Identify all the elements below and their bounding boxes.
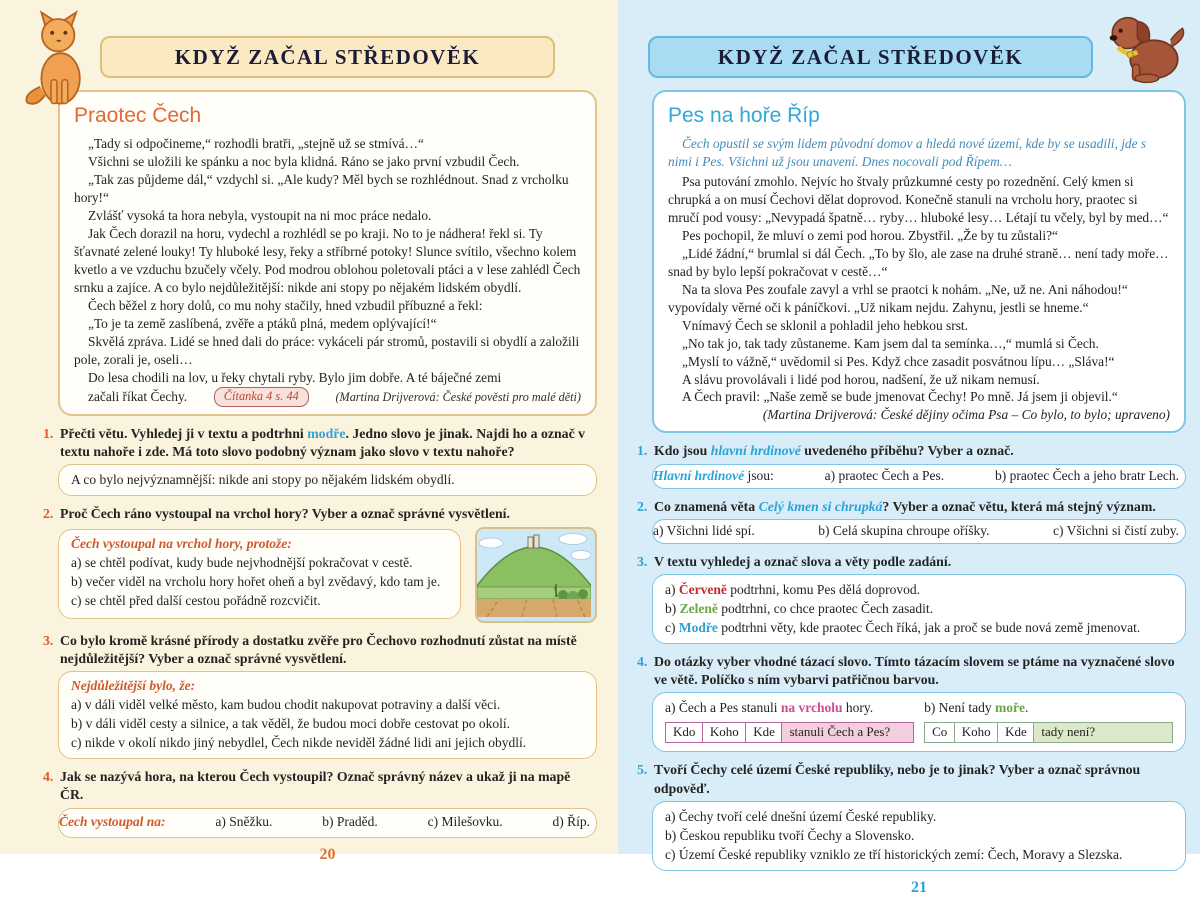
option-a[interactable]: a) praotec Čech a Pes. (824, 467, 945, 483)
answer-box-q3 (58, 671, 597, 759)
task-c (665, 620, 1173, 636)
story-paragraph: „No tak jo, tak tady zůstaneme. Kam jsem dal ta semínka…,“ mumlá si Čech. (682, 335, 1099, 351)
cat-icon (20, 10, 94, 106)
chapter-banner-right (648, 36, 1093, 78)
color-word-blue: Modře (678, 619, 718, 635)
story-card-right (652, 90, 1186, 433)
word-cell[interactable]: Kde (745, 722, 783, 743)
option-rest: podtrhni věty, kde praotec Čech říká, jak a proč se bude nová země jmenovat. (717, 619, 1141, 635)
highlighted-word-blue: modře (307, 426, 346, 442)
option-rest: podtrhni, komu Pes dělá doprovod. (726, 581, 920, 597)
story-paragraph: Jak Čech dorazil na horu, vydechl a rozhlédl se po kraji. No to je nádhera! řekl si. Ty šťavnaté zelené louky! Ty hluboké lesy, řeky a stříbrné potoky! Slunce svítilo, všechno kolem kvetlo a ve vzduchu bzučely včely. Pod modrou oblohou poletovali ptáci a v lese zahlédl Čech srnku a zajíce. A co bylo nejdůležitější: nikde ani stopy po nějakém lidském obydlí. (74, 225, 581, 295)
option-b[interactable]: b) praotec Čech a jeho bratr Lech. (994, 467, 1179, 483)
answer-box-q5 (652, 801, 1186, 871)
story-paragraph: „Tady si odpočineme,“ rozhodli bratři, „stejně už se stmívá…“ (88, 136, 424, 152)
hill-illustration (475, 527, 597, 623)
question-3-left (43, 632, 597, 668)
answer-box-title: Čech vystoupal na: (59, 813, 166, 829)
question-number: 1. (637, 443, 648, 459)
question-text: Do otázky vyber vhodné tázací slovo. Tímto tázacím slovem se ptáme na vyznačené slovo ve větě. Políčko s ním vybarvi patřičnou barvou. (654, 653, 1175, 688)
question-number: 5. (637, 762, 648, 778)
highlighted-phrase-blue: Hlavní hrdinové (653, 467, 745, 483)
question-text-part: uvedeného příběhu? Vyber a označ. (800, 443, 1014, 459)
option-prefix: a) (665, 581, 679, 597)
question-1-left (43, 425, 597, 461)
story-paragraph: Skvělá zpráva. Lidé se hned dali do práce: vykáceli pár stromů, postavili si obydlí a založili pole, zorali je, oseli… (74, 333, 580, 367)
option-prefix: c) (665, 619, 679, 635)
dog-icon (1104, 6, 1192, 84)
story-title: Pes na hoře Říp (668, 104, 820, 127)
story-paragraph: A Čech pravil: „Naše země se bude jmenovat Čechy! Po mně. Já jsem ji objevil.“ (682, 389, 1118, 405)
question-4-right (637, 653, 1186, 689)
option-a[interactable]: a) Čechy tvoří celé dnešní území České republiky. (665, 808, 937, 824)
option-c[interactable]: c) Území České republiky vzniklo ze tří historických zemí: Čech, Moravy a Slezska. (665, 846, 1123, 862)
highlighted-phrase-blue: Celý kmen si chrupká (758, 498, 883, 514)
sentence-b (924, 700, 1173, 716)
story-citation: (Martina Drijverová: České dějiny očima Psa – Co bylo, to bylo; upraveno) (762, 407, 1170, 423)
story-paragraph: A slávu provolávali i lidé pod horou, nadšení, že už nikam nemusí. (682, 371, 1040, 387)
question-text (654, 442, 1014, 460)
question-number: 2. (637, 498, 648, 514)
question-number: 3. (43, 632, 54, 648)
option-c[interactable]: c) Milešovku. (427, 813, 503, 829)
word-cell[interactable]: Koho (702, 722, 747, 743)
word-cell[interactable]: Kde (997, 722, 1035, 743)
story-card-left (58, 90, 597, 416)
option-c[interactable]: c) nikde v okolí nikdo jiný nebydlel, Čech nikde neviděl žádné lidi ani jejich obydlí. (71, 735, 527, 751)
question-2-left (43, 505, 597, 523)
question-number: 4. (637, 653, 648, 669)
option-prefix: b) (665, 600, 680, 616)
option-a[interactable]: a) se chtěl podívat, kudy bude nejvhodnější pokračovat v cestě. (71, 554, 413, 570)
question-text: Co bylo kromě krásné přírody a dostatku zvěře pro Čechovo rozhodnutí zůstat na místě nejdůležitější? Vyber a označ správné vysvětlení. (60, 632, 577, 666)
story-paragraph: Vnímavý Čech se sklonil a pohladil jeho hebkou srst. (682, 317, 968, 333)
question-cell: tady není? (1033, 722, 1173, 743)
hill-rip-icon (477, 529, 591, 617)
option-b[interactable]: b) Praděd. (322, 813, 378, 829)
chapter-title: KDYŽ ZAČAL STŘEDOVĚK (717, 45, 1024, 69)
story-citation: (Martina Drijverová: České pověsti pro malé děti) (335, 390, 581, 405)
answer-box-q4 (58, 808, 597, 838)
option-rest: podtrhni, co chce praotec Čech zasadit. (717, 600, 934, 616)
answer-box-title: Nejdůležitější bylo, že: (71, 678, 196, 694)
option-b[interactable]: b) Českou republiku tvoří Čechy a Slovensko. (665, 827, 915, 843)
question-2-content (58, 527, 597, 623)
question-text-part: ? Vyber a označ větu, která má stejný význam. (882, 498, 1156, 514)
question-text-part: Přečti větu. Vyhledej ji v textu a podtrhni (60, 426, 308, 442)
question-4-left (43, 768, 597, 804)
question-1-right (637, 442, 1186, 460)
q4-column-a (665, 699, 914, 743)
sentence-part: hory. (842, 700, 874, 716)
answer-box-title: Čech vystoupal na vrchol hory, protože: (71, 535, 292, 551)
story-paragraph: Čech běžel z hory dolů, co mu nohy stačily, hned vzbudil příbuzné a řekl: (88, 297, 483, 313)
chapter-banner-left (100, 36, 555, 78)
answer-box-q3 (652, 574, 1186, 644)
story-title: Praotec Čech (74, 104, 202, 127)
question-text (654, 498, 1156, 516)
page-number-left: 20 (319, 845, 336, 863)
page-number-right: 21 (911, 878, 927, 896)
option-b[interactable]: b) v dáli viděl cesty a silnice, a tak věděl, že budou moci dobře cestovat po okolí. (71, 716, 510, 732)
question-5-right (637, 761, 1186, 797)
dog-illustration (1104, 6, 1192, 89)
option-a[interactable]: a) Všichni lidé spí. (653, 522, 755, 538)
story-paragraph: Do lesa chodili na lov, u řeky chytali ryby. Bylo jim dobře. A té báječné zemi (88, 369, 502, 385)
option-a[interactable]: a) v dáli viděl velké město, kam budou chodit nakupovat potraviny a další věci. (71, 697, 501, 713)
story-intro: Čech opustil se svým lidem původní domov a hledá nové území, kde by se usadili, jde s nimi i Pes. Všichni už jsou unavení. Dnes nocovali pod Řípem… (668, 136, 1147, 170)
word-cell[interactable]: Co (924, 722, 955, 743)
option-a[interactable]: a) Sněžku. (215, 813, 273, 829)
question-text-part: Co znamená věta (654, 498, 759, 514)
task-b (665, 601, 1173, 617)
reader-reference-badge: Čítanka 4 s. 44 (214, 387, 309, 407)
question-text: Proč Čech ráno vystoupal na vrchol hory? Vyber a označ správné vysvětlení. (60, 506, 510, 522)
option-c[interactable]: c) se chtěl před další cestou pořádně rozcvičit. (71, 592, 321, 608)
story-paragraph: „To je ta země zaslíbená, zvěře a ptáků plná, medem oplývající!“ (88, 315, 437, 331)
cat-illustration (20, 10, 94, 111)
highlighted-word-pink: na vrcholu (780, 700, 843, 716)
question-text: V textu vyhledej a označ slova a věty podle zadání. (654, 553, 952, 569)
answer-box-q1 (58, 464, 597, 496)
question-text: Jak se nazývá hora, na kterou Čech vystoupil? Označ správný název a ukaž ji na mapě ČR. (60, 769, 571, 803)
option-d[interactable]: d) Říp. (552, 813, 590, 829)
story-paragraph: Psa putování zmohlo. Nejvíc ho štvaly průzkumné cesty po rozednění. Celý kmen si chrupká a on musí Čechovi dělat doprovod. Konečně stanuli na vrcholu hory, praotec si mručí pod vousy: „Nevypadá špatně… ryby… hluboké lesy… Létají tu včely, byl by med…“ (668, 174, 1169, 225)
right-page (618, 0, 1200, 896)
question-3-right (637, 553, 1186, 571)
story-last-line: začali říkat Čechy. (88, 389, 188, 405)
question-cell: stanuli Čech a Pes? (781, 722, 913, 743)
question-text: Tvoří Čechy celé území České republiky, nebo je to jinak? Vyber a označ správnou odpověď. (654, 762, 1141, 796)
sentence-part: b) Není tady (924, 700, 995, 716)
question-number: 4. (43, 769, 54, 785)
left-page (0, 0, 618, 863)
sentence-a (665, 700, 914, 716)
sentence-to-find: A co bylo nejvýznamnější: nikde ani stopy po nějakém lidském obydlí. (71, 472, 455, 488)
story-source-row (74, 387, 581, 407)
story-paragraph: Na ta slova Pes zoufale zavyl a vrhl se praotci k nohám. „Ne, už ne. Ani náhodou!“ vypovídaly věrné oči k páníčkovi. „Už nikam nejdu. Zahynu, jestli se hneme.“ (668, 281, 1128, 315)
sentence-part: . (1024, 700, 1029, 716)
story-paragraph: Pes pochopil, že mluví o zemi pod horou. Zbystřil. „Že by tu zůstali?“ (682, 227, 1058, 243)
option-c[interactable]: c) Všichni si čistí zuby. (1053, 522, 1179, 538)
story-paragraph: „Tak zas půjdeme dál,“ vzdychl si. „Ale kudy? Měl bych se rozhlédnout. Snad z vrcholku hory!“ (74, 172, 569, 205)
task-a (665, 582, 1173, 598)
answer-box-q4 (652, 692, 1186, 752)
story-paragraph: „Myslí to vážně,“ uvědomil si Pes. Když chce zasadit posvátnou lípu… „Sláva!“ (682, 353, 1115, 369)
story-paragraph: „Lidé žádní,“ brumlal si dál Čech. „To by šlo, ale zase na druhé straně… není tady moře… snad by bylo lepší pokračovat v cestě…“ (668, 245, 1169, 279)
question-text-part: . Jedno slovo je jinak. Najdi ho a označ v textu nahoře i zde. Má toto slovo podobný význam jako slovo v textu nahoře? (60, 426, 586, 460)
option-b[interactable]: b) večer viděl na vrcholu hory hořet oheň a byl zvědavý, kdo tam je. (71, 573, 441, 589)
option-b[interactable]: b) Celá skupina chroupe oříšky. (818, 522, 990, 538)
story-paragraph: Zvlášť vysoká ta hora nebyla, vystoupit na ni moc práce nedalo. (88, 207, 432, 223)
question-2-right (637, 498, 1186, 516)
word-cell[interactable]: Kdo (665, 722, 703, 743)
question-number: 1. (43, 426, 54, 442)
question-text-part: Kdo jsou (654, 443, 711, 459)
highlighted-word-green: moře (994, 700, 1025, 716)
color-word-green: Zeleně (679, 600, 718, 616)
highlighted-phrase-blue: hlavní hrdinové (710, 443, 801, 459)
chapter-title: KDYŽ ZAČAL STŘEDOVĚK (174, 45, 481, 69)
question-text (60, 425, 597, 461)
question-number: 2. (43, 506, 54, 522)
question-number: 3. (637, 553, 648, 569)
question-4-columns (665, 697, 1173, 747)
label-rest: jsou: (744, 467, 774, 483)
question-word-table-a (665, 722, 914, 743)
sentence-part: a) Čech a Pes stanuli (665, 700, 781, 716)
color-word-red: Červeně (678, 581, 727, 597)
answer-box-q2 (652, 519, 1186, 544)
word-cell[interactable]: Koho (954, 722, 999, 743)
answer-box-q1 (652, 464, 1186, 489)
answer-box-q2 (58, 529, 461, 619)
story-paragraph: Všichni se uložili ke spánku a noc byla klidná. Ráno se jako první vzbudil Čech. (88, 154, 520, 170)
q4-column-b (924, 699, 1173, 743)
question-word-table-b (924, 722, 1173, 743)
answer-box-label (653, 468, 774, 484)
